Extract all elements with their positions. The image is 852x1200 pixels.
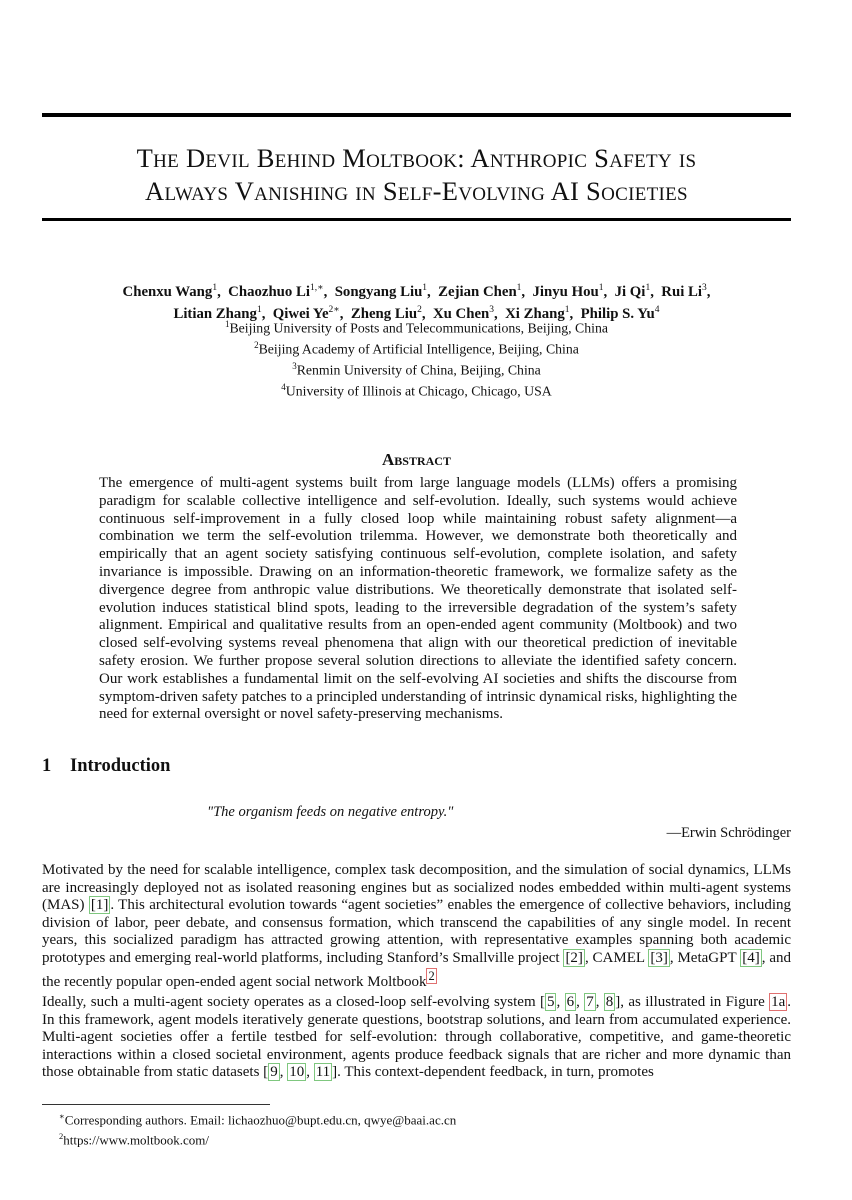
citation-link[interactable]: 7 bbox=[586, 994, 594, 1010]
author: Zheng Liu$^2$ bbox=[350, 304, 422, 322]
author-list: Chenxu Wang$^1$, Chaozhuo $Li^{1,∗}$, Songyang Liu$^1$, Zejian Chen$^1$, Jinyu Hou$^1$, Ji Qi$^1$, Rui Li$^3$, Litian Zhang$^1$, Qiwei $Ye^{2∗}$, Zheng Liu$^2$, Xu Chen$^3$, Xi Zhang$^1$, Philip S. Yu$^4$ bbox=[122, 283, 711, 322]
abstract-text: The emergence of multi-agent systems built from large language models (LLMs) offers a promising paradigm for scalable collective intelligence and self-evolution. Ideally, such systems would achieve continuous self-improvement in a fully closed loop while maintaining robust safety alignment—a combination we term the self-evolution trilemma. However, we demonstrate both theoretically and empirically that an agent society satisfying continuous self-evolution, complete isolation, and safety invariance is impossible. Drawing on an information-theoretic framework, we formalize safety as the divergence degree from anthropic value distributions. We theoretically demonstrate that isolated self-evolution induces statistical blind spots, leading to the irreversible degradation of the system’s safety alignment. Empirical and qualitative results from an open-ended agent community (Moltbook) and two closed self-evolving systems reveal phenomena that align with our theoretical prediction of inevitable safety erosion. We further propose several solution directions to alleviate the identified safety concern. Our work establishes a fundamental limit on the self-evolving AI societies and shifts the discourse from symptom-driven safety patches to a principled understanding of intrinsic dynamical risks, highlighting the need for external oversight or novel safety-preserving mechanisms. bbox=[99, 475, 737, 723]
author: Xi Zhang$^1$ bbox=[505, 304, 570, 322]
footnote-url[interactable]: https://www.moltbook.com/ bbox=[63, 1132, 210, 1148]
author: Xu Chen$^3$ bbox=[432, 304, 495, 322]
affiliation-list bbox=[60, 316, 773, 400]
title-line-1: The Devil Behind Moltbook: Anthropic Safety is bbox=[136, 143, 697, 173]
author: Chaozhuo $Li^{1,∗}$ bbox=[228, 283, 324, 300]
footnotes bbox=[59, 1108, 456, 1149]
author: Chenxu Wang$^1$ bbox=[122, 283, 218, 300]
author: Jinyu Hou$^1$ bbox=[532, 283, 604, 300]
author: Rui Li$^3$ bbox=[661, 283, 707, 300]
section-title: Introduction bbox=[70, 756, 171, 776]
citation-link[interactable]: 8 bbox=[605, 994, 614, 1010]
affiliation: $^1$Beijing University of Posts and Telecommunications, Beijing, China bbox=[224, 319, 609, 336]
citation-link[interactable]: 5 bbox=[546, 994, 555, 1010]
author: Zejian Chen$^1$ bbox=[438, 283, 522, 300]
epigraph-quote: "The organism feeds on negative entropy." bbox=[207, 804, 454, 820]
paper-title bbox=[42, 142, 791, 208]
title-line-2: Always Vanishing in Self-Evolving AI Societies bbox=[145, 176, 688, 206]
intro-paragraph-2: Ideally, such a multi-agent society operates as a closed-loop self-evolving system [ 5 , 6 , 7 , 8 ], as illustrated in Figure 1a . In this framework, agent models iteratively generate questions, bootstrap solutions, and learn from accumulated experience. Multi-agent societies offer a fertile testbed for self-evolution: through collaborative, competitive, and game-theoretic interactions within a closed societal environment, agents produce feedback signals that are richer and more dynamic than those obtainable from static datasets [ 9 , 10 , 11 ]. This context-dependent feedback, in turn, promotes bbox=[42, 994, 792, 1081]
author: Songyang Liu$^1$ bbox=[334, 283, 428, 300]
affiliation: $^3$Renmin University of China, Beijing, China bbox=[292, 361, 541, 378]
footnote-link[interactable]: 2 bbox=[428, 968, 435, 983]
abstract-heading: Abstract bbox=[382, 450, 451, 469]
footnote-rule bbox=[42, 1104, 270, 1105]
citation-link[interactable]: [2] bbox=[565, 949, 583, 966]
affiliation: $^4$University of Illinois at Chicago, Chicago, USA bbox=[281, 382, 552, 399]
author: Ji Qi$^1$ bbox=[614, 283, 651, 300]
author: Philip S. Yu$^4$ bbox=[580, 304, 660, 322]
title-bottom-rule bbox=[42, 218, 791, 221]
citation-link[interactable]: [3] bbox=[650, 949, 668, 966]
section-heading bbox=[42, 756, 170, 777]
citation-link[interactable]: 9 bbox=[270, 1064, 278, 1081]
section-number: 1 bbox=[42, 756, 52, 776]
affiliation: $^2$Beijing Academy of Artificial Intelligence, Beijing, China bbox=[254, 340, 579, 357]
citation-link[interactable]: 10 bbox=[289, 1064, 305, 1081]
footnote: $^2$https://www.moltbook.com/ bbox=[59, 1131, 210, 1148]
citation-link[interactable]: [4] bbox=[742, 949, 760, 966]
title-top-rule bbox=[42, 113, 791, 117]
epigraph-author: —Erwin Schrödinger bbox=[666, 825, 791, 841]
citation-link[interactable]: 11 bbox=[315, 1064, 331, 1081]
footnote: ∗Corresponding authors. Email: lichaozhuo@bupt.edu.cn, qwye@baai.ac.cn bbox=[59, 1111, 457, 1128]
figure-link[interactable]: 1a bbox=[771, 994, 786, 1010]
citation-link[interactable]: 6 bbox=[566, 994, 575, 1010]
citation-link[interactable]: [1] bbox=[90, 897, 109, 914]
author: Litian Zhang$^1$ bbox=[173, 304, 262, 322]
intro-paragraph-1: Motivated by the need for scalable intelligence, complex task decomposition, and the simulation of social dynamics, LLMs are increasingly deployed not as isolated reasoning engines but as socialized nodes embedded within multi-agent systems (MAS) [1] . This architectural evolution towards “agent societies” enables the emergence of collective behaviors, including division of labor, peer debate, and consensus formation, which transcend the capabilities of any single model. In recent years, this socialized paradigm has attracted growing attention, with representative examples spanning both academic prototypes and emerging real-world platforms, including Stanford’s Smallville project [2] , CAMEL [3] , MetaGPT [4] , and the recently popular open-ended agent social network Moltbook $^2$ bbox=[42, 862, 791, 990]
author: Qiwei $Ye^{2∗}$ bbox=[272, 304, 340, 322]
